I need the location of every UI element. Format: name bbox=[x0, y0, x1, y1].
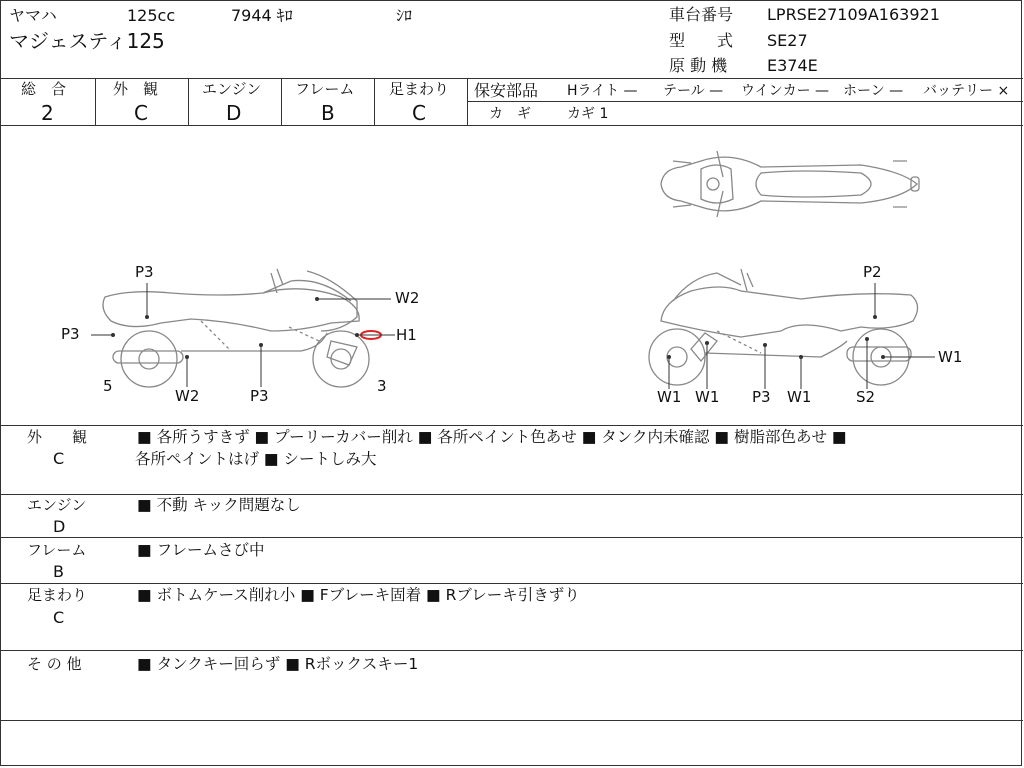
remarks-engine-label: エンジン bbox=[27, 496, 87, 514]
label-w1-a: W1 bbox=[657, 388, 682, 406]
safety-label: 保安部品 bbox=[474, 81, 539, 100]
key-value: カギ 1 bbox=[567, 106, 609, 122]
remarks-other-text: ■ タンクキー回らず ■ Rボックスキー1 bbox=[137, 655, 419, 673]
engine-model: E374E bbox=[767, 56, 818, 75]
engine-model-label: 原 動 機 bbox=[669, 56, 728, 75]
frame-no: LPRSE27109A163921 bbox=[767, 5, 940, 24]
battery-status: バッテリー × bbox=[923, 83, 1010, 99]
overall-grade: 2 bbox=[41, 101, 54, 125]
type-label: 型 式 bbox=[669, 31, 734, 50]
headlight-status: Hライト — bbox=[567, 83, 638, 99]
engine-grade: D bbox=[226, 101, 242, 125]
remarks-exterior-label: 外 観 bbox=[27, 428, 88, 446]
label-w2-top: W2 bbox=[395, 289, 420, 307]
model-name: マジェスティ125 bbox=[9, 29, 165, 53]
label-w2-bottom: W2 bbox=[175, 387, 200, 405]
scooter-top-view bbox=[661, 151, 919, 217]
frame-no-label: 車台番号 bbox=[669, 5, 734, 24]
maker: ヤマハ bbox=[9, 6, 57, 25]
exterior-label: 外 観 bbox=[113, 80, 159, 98]
scooter-left-view bbox=[103, 269, 369, 387]
mileage: 7944 ｷﾛ bbox=[231, 6, 293, 25]
remarks-other-label: そ の 他 bbox=[27, 655, 82, 673]
taillight-status: テール — bbox=[663, 83, 724, 99]
frame-grade: B bbox=[321, 101, 335, 125]
body-color: ｼﾛ bbox=[396, 6, 413, 25]
remarks-exterior-line1: ■ 各所うすきず ■ プーリーカバー削れ ■ 各所ペイント色あせ ■ タンク内未確認 ■ 樹脂部色あせ ■ bbox=[137, 428, 847, 446]
remarks-suspension-label: 足まわり bbox=[27, 586, 88, 604]
label-w1-b: W1 bbox=[695, 388, 720, 406]
remarks-frame-grade: B bbox=[53, 562, 64, 581]
suspension-label: 足まわり bbox=[389, 80, 450, 98]
remarks-exterior-grade: C bbox=[53, 449, 65, 468]
label-w1-rear: W1 bbox=[938, 348, 963, 366]
suspension-grade: C bbox=[412, 101, 426, 125]
engine-label: エンジン bbox=[202, 80, 262, 98]
displacement: 125cc bbox=[127, 6, 176, 25]
label-5: 5 bbox=[103, 377, 113, 395]
remarks-suspension-text: ■ ボトムケース削れ小 ■ Fブレーキ固着 ■ Rブレーキ引きずり bbox=[137, 586, 580, 604]
frame-label: フレーム bbox=[295, 80, 355, 98]
remarks-engine-text: ■ 不動 キック問題なし bbox=[137, 496, 301, 514]
label-w1-c: W1 bbox=[787, 388, 812, 406]
scooter-right-view bbox=[649, 269, 918, 385]
winker-status: ウインカー — bbox=[741, 83, 830, 99]
type-value: SE27 bbox=[767, 31, 808, 50]
remarks-suspension-grade: C bbox=[53, 608, 65, 627]
horn-status: ホーン — bbox=[843, 83, 904, 99]
label-3: 3 bbox=[377, 377, 387, 395]
label-p3-bottom: P3 bbox=[250, 387, 269, 405]
label-p2: P2 bbox=[863, 263, 882, 281]
label-p3-right: P3 bbox=[752, 388, 771, 406]
label-s2: S2 bbox=[856, 388, 876, 406]
overall-label: 総 合 bbox=[21, 80, 67, 98]
label-p3-side: P3 bbox=[61, 325, 80, 343]
label-h1: H1 bbox=[396, 326, 417, 344]
label-p3-top: P3 bbox=[135, 263, 154, 281]
key-label: カ ギ bbox=[489, 106, 531, 122]
remarks-frame-label: フレーム bbox=[27, 541, 87, 559]
remarks-exterior-line2: 各所ペイントはげ ■ シートしみ大 bbox=[135, 450, 377, 468]
remarks-frame-text: ■ フレームさび中 bbox=[137, 541, 265, 559]
exterior-grade: C bbox=[134, 101, 148, 125]
remarks-engine-grade: D bbox=[53, 517, 66, 536]
